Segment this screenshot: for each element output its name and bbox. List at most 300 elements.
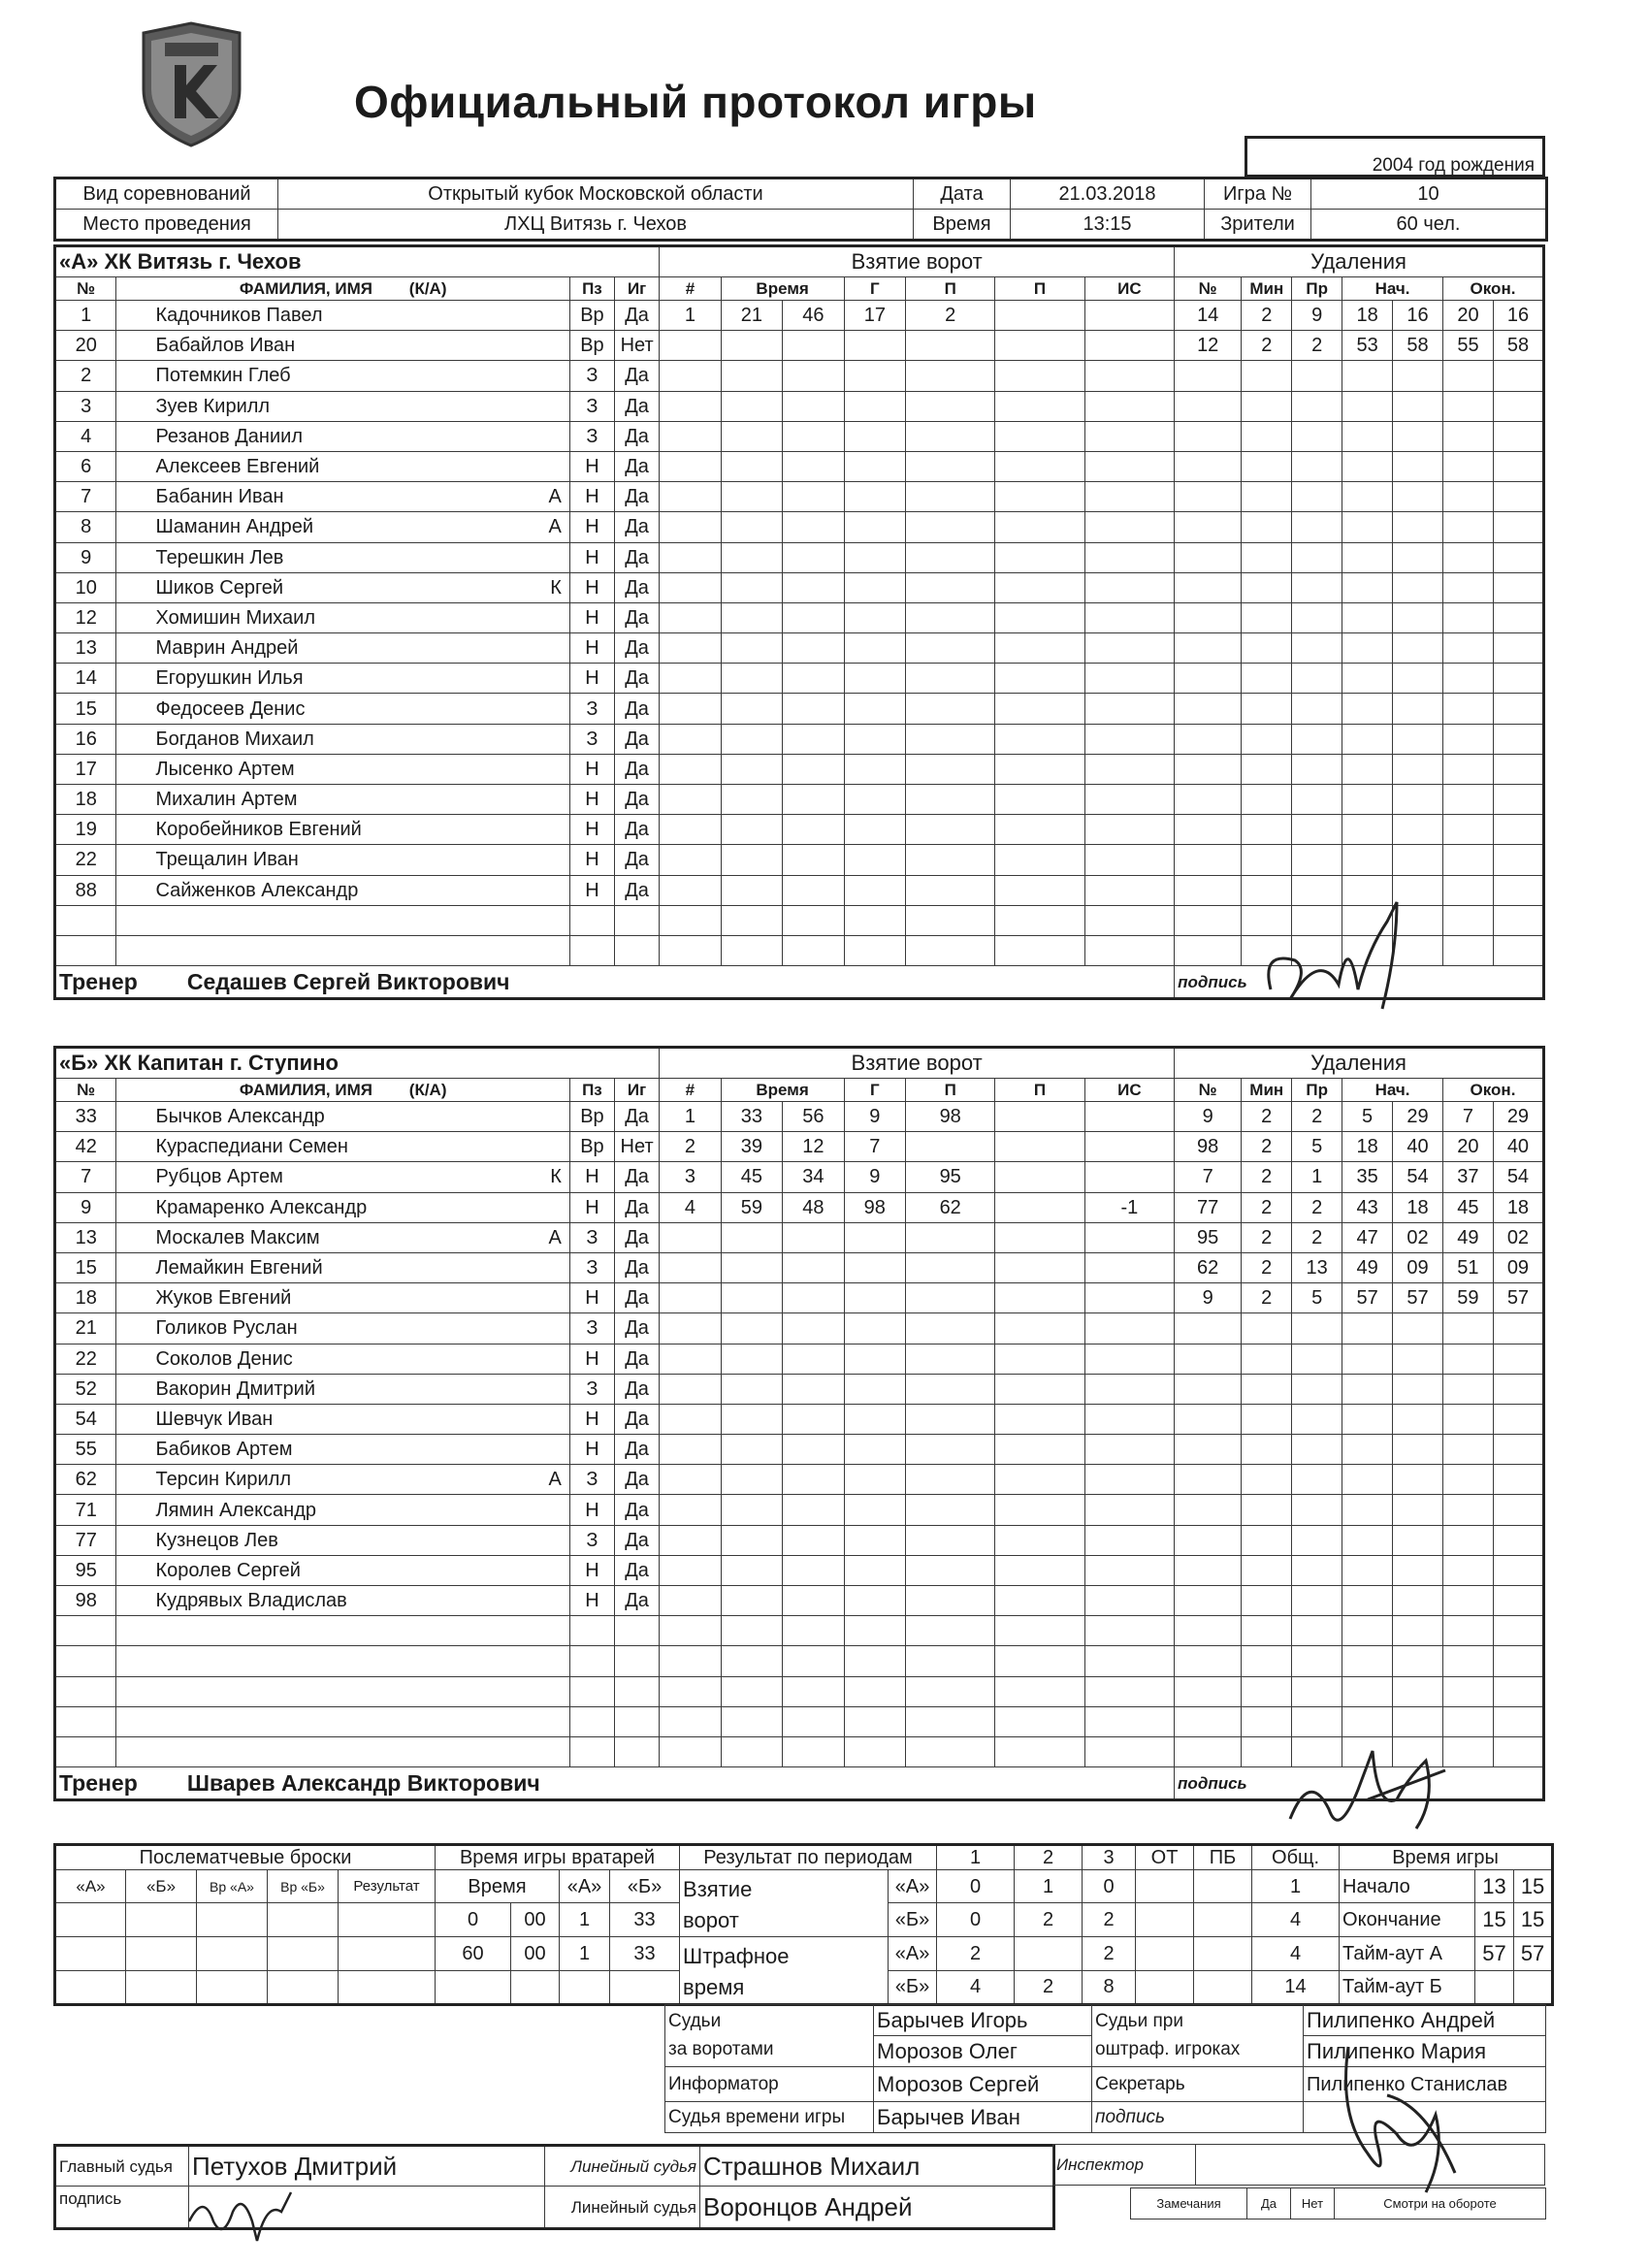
- player-role: [502, 1102, 569, 1132]
- player-played: [615, 935, 660, 965]
- remarks-no[interactable]: Нет: [1291, 2188, 1335, 2219]
- goal-situation: [1084, 1132, 1174, 1162]
- timeout-a-min: 57: [1475, 1936, 1514, 1970]
- player-name: Москалев Максим: [116, 1222, 502, 1252]
- team-b-header-play: Иг: [615, 1079, 660, 1102]
- player-played: [615, 905, 660, 935]
- game-number-label: Игра №: [1205, 178, 1311, 210]
- penalty-start-min: 18: [1342, 301, 1393, 331]
- team-b-title: «Б» ХК Капитан г. Ступино: [55, 1048, 660, 1079]
- pim-team-b-label: «Б»: [889, 1970, 937, 2004]
- team-b-player-row: [55, 1132, 1544, 1162]
- player-name: Голиков Руслан: [116, 1313, 502, 1344]
- penalty-player: 7: [1175, 1162, 1242, 1192]
- player-position: [569, 1706, 614, 1736]
- team-a-player-row: [55, 301, 1544, 331]
- pim-a-so: [1194, 1936, 1252, 1970]
- team-b-player-row: [55, 1283, 1544, 1313]
- penalty-player: 62: [1175, 1252, 1242, 1282]
- player-number: 3: [55, 391, 116, 421]
- team-b-header-pno: №: [1175, 1079, 1242, 1102]
- penalty-end-sec: 54: [1493, 1162, 1543, 1192]
- penalty-judges-label: [1092, 2005, 1304, 2067]
- team-a-player-row: [55, 815, 1544, 845]
- player-name: Михалин Артем: [116, 785, 502, 815]
- penalty-minutes: 2: [1242, 1162, 1292, 1192]
- player-position: Н: [569, 1495, 614, 1525]
- penalty-start-min: 18: [1342, 1132, 1393, 1162]
- period-3-header: 3: [1083, 1845, 1136, 1870]
- pim-team-a-label: «А»: [889, 1936, 937, 1970]
- player-number: 16: [55, 724, 116, 754]
- player-position: Вр: [569, 301, 614, 331]
- player-position: Вр: [569, 1102, 614, 1132]
- team-a-header-pno: №: [1175, 277, 1242, 301]
- player-played: Нет: [615, 331, 660, 361]
- goal-sec: 12: [783, 1132, 844, 1162]
- player-name: Соколов Денис: [116, 1344, 502, 1374]
- player-position: Н: [569, 1283, 614, 1313]
- team-b-header-is: ИС: [1084, 1079, 1174, 1102]
- goal-assist-2: [995, 1132, 1084, 1162]
- period-1-header: 1: [937, 1845, 1015, 1870]
- player-played: Да: [615, 361, 660, 391]
- player-position: [569, 1676, 614, 1706]
- secretary: Пилипенко Станислав: [1304, 2067, 1546, 2102]
- team-a-header-min: Мин: [1242, 277, 1292, 301]
- goals-b-so: [1194, 1903, 1252, 1936]
- team-b-section: [53, 1046, 1545, 1801]
- player-name: Федосеев Денис: [116, 694, 502, 724]
- goal-situation: -1: [1084, 1192, 1174, 1222]
- player-role: [502, 542, 569, 572]
- penalty-start-sec: 09: [1393, 1252, 1443, 1282]
- team-a-player-row: [55, 694, 1544, 724]
- penalty-player: 14: [1175, 301, 1242, 331]
- goal-scorer: 9: [844, 1162, 905, 1192]
- shootout-title: Послематчевые броски: [55, 1845, 436, 1870]
- goal-number: 1: [660, 301, 721, 331]
- player-number: 88: [55, 875, 116, 905]
- player-played: Да: [615, 451, 660, 481]
- player-position: Н: [569, 815, 614, 845]
- player-role: [502, 1646, 569, 1676]
- coach-a-signature: [1251, 892, 1426, 1028]
- goal-min: 33: [721, 1102, 782, 1132]
- player-name: Терсин Кирилл: [116, 1465, 502, 1495]
- player-role: [502, 785, 569, 815]
- team-a-table: [53, 244, 1545, 1000]
- team-a-player-row: [55, 633, 1544, 664]
- penalty-end-min: 20: [1442, 1132, 1493, 1162]
- player-role: [502, 1404, 569, 1434]
- team-b-player-row: [55, 1192, 1544, 1222]
- player-played: Да: [615, 1525, 660, 1555]
- team-a-player-row: [55, 724, 1544, 754]
- goal-assist-1: 98: [906, 1102, 995, 1132]
- player-role: [502, 664, 569, 694]
- player-name: Крамаренко Александр: [116, 1192, 502, 1222]
- player-number: [55, 1706, 116, 1736]
- player-position: Н: [569, 1435, 614, 1465]
- player-position: З: [569, 391, 614, 421]
- player-number: 20: [55, 331, 116, 361]
- penalty-end-sec: 02: [1493, 1222, 1543, 1252]
- player-position: [569, 935, 614, 965]
- player-role: [502, 391, 569, 421]
- time-value: 13:15: [1011, 210, 1205, 241]
- goal-situation: [1084, 1102, 1174, 1132]
- player-role: [502, 815, 569, 845]
- player-position: Н: [569, 633, 614, 664]
- player-position: З: [569, 694, 614, 724]
- see-back-note: Смотри на обороте: [1335, 2188, 1546, 2219]
- player-position: Н: [569, 1586, 614, 1616]
- goalie-b-header: «Б»: [610, 1870, 680, 1903]
- informer: Морозов Сергей: [874, 2067, 1092, 2102]
- team-b-header-end: Окон.: [1442, 1079, 1543, 1102]
- player-number: 2: [55, 361, 116, 391]
- penalty-end-min: 59: [1442, 1283, 1493, 1313]
- team-a-player-row: [55, 482, 1544, 512]
- player-role: А: [502, 512, 569, 542]
- goal-sec: 34: [783, 1162, 844, 1192]
- pim-a-p2: [1015, 1936, 1083, 1970]
- player-position: З: [569, 1374, 614, 1404]
- player-name: Бычков Александр: [116, 1102, 502, 1132]
- player-name: Кадочников Павел: [116, 301, 502, 331]
- player-played: Да: [615, 1435, 660, 1465]
- team-b-header-num: #: [660, 1079, 721, 1102]
- player-role: [502, 1736, 569, 1766]
- penalty-start-sec: 58: [1393, 331, 1443, 361]
- penalty-reason: 2: [1292, 331, 1342, 361]
- penalty-end-min: 49: [1442, 1222, 1493, 1252]
- shootout-team-b-header: «Б»: [126, 1870, 197, 1903]
- timekeeper-label: Судья времени игры: [665, 2102, 874, 2133]
- team-a-header-no: №: [55, 277, 116, 301]
- player-played: [615, 1616, 660, 1646]
- player-name: Рубцов Артем: [116, 1162, 502, 1192]
- goal-assist-1: [906, 1132, 995, 1162]
- team-a-coach-label: Тренер: [59, 968, 138, 994]
- player-name: Шевчук Иван: [116, 1404, 502, 1434]
- player-name: Хомишин Михаил: [116, 602, 502, 632]
- player-played: Да: [615, 482, 660, 512]
- player-role: [502, 633, 569, 664]
- time-label: Время: [914, 210, 1011, 241]
- goal-sec: 48: [783, 1192, 844, 1222]
- goal-assist-2: [995, 301, 1084, 331]
- penalty-player: 9: [1175, 1283, 1242, 1313]
- player-position: Н: [569, 512, 614, 542]
- player-played: Да: [615, 1586, 660, 1616]
- player-played: Да: [615, 1162, 660, 1192]
- player-played: Да: [615, 754, 660, 784]
- timekeeper: Барычев Иван: [874, 2102, 1092, 2133]
- penalty-judges-label-1: Судьи при: [1095, 2011, 1183, 2031]
- player-played: Да: [615, 1102, 660, 1132]
- penalty-reason: 2: [1292, 1192, 1342, 1222]
- team-b-header-start: Нач.: [1342, 1079, 1443, 1102]
- player-number: [55, 935, 116, 965]
- player-position: З: [569, 1313, 614, 1344]
- player-number: 42: [55, 1132, 116, 1162]
- secretary-label: Секретарь: [1092, 2067, 1304, 2102]
- player-position: Вр: [569, 331, 614, 361]
- player-name: Королев Сергей: [116, 1555, 502, 1585]
- team-a-header-name: [116, 277, 569, 301]
- player-played: Да: [615, 1344, 660, 1374]
- player-position: [569, 1616, 614, 1646]
- penalty-minutes: 2: [1242, 331, 1292, 361]
- player-played: Да: [615, 1495, 660, 1525]
- penalty-start-min: 35: [1342, 1162, 1393, 1192]
- player-name: [116, 1676, 502, 1706]
- penalty-reason: 2: [1292, 1222, 1342, 1252]
- head-referee: Петухов Дмитрий: [189, 2146, 545, 2187]
- penalty-minutes: 2: [1242, 301, 1292, 331]
- officials-signature-label: подпись: [1092, 2102, 1304, 2133]
- player-name: Бабайлов Иван: [116, 331, 502, 361]
- goals-a-p2: 1: [1015, 1870, 1083, 1903]
- venue-value: ЛХЦ Витязь г. Чехов: [278, 210, 914, 241]
- penalty-start-sec: 29: [1393, 1102, 1443, 1132]
- referee-signature: [184, 2173, 301, 2251]
- penalty-start-min: 57: [1342, 1283, 1393, 1313]
- player-number: [55, 1736, 116, 1766]
- goal-scorer: 17: [844, 301, 905, 331]
- goal-judge-1: Барычев Игорь: [874, 2005, 1092, 2036]
- player-name: Шаманин Андрей: [116, 512, 502, 542]
- team-a-player-row: [55, 754, 1544, 784]
- spectators-label: Зрители: [1205, 210, 1311, 241]
- penalty-end-min: 45: [1442, 1192, 1493, 1222]
- penalty-player: 98: [1175, 1132, 1242, 1162]
- player-number: 21: [55, 1313, 116, 1344]
- player-position: Н: [569, 754, 614, 784]
- player-played: Да: [615, 664, 660, 694]
- team-a-header-name-text: ФАМИЛИЯ, ИМЯ: [239, 279, 372, 298]
- penalty-reason: 13: [1292, 1252, 1342, 1282]
- team-b-header-name-text: ФАМИЛИЯ, ИМЯ: [239, 1081, 372, 1099]
- player-name: Зуев Кирилл: [116, 391, 502, 421]
- penalty-end-sec: 58: [1493, 331, 1543, 361]
- team-a-player-row: [55, 512, 1544, 542]
- team-a-title: «А» ХК Витязь г. Чехов: [55, 246, 660, 277]
- player-role: [502, 602, 569, 632]
- summary-table: [53, 1843, 1554, 2006]
- pim-b-p1: 4: [937, 1970, 1015, 2004]
- team-b-header-pos: Пз: [569, 1079, 614, 1102]
- player-role: [502, 845, 569, 875]
- player-name: Шиков Сергей: [116, 572, 502, 602]
- team-b-penalties-title: Удаления: [1175, 1048, 1544, 1079]
- penalty-minutes: 2: [1242, 1192, 1292, 1222]
- player-played: Да: [615, 1374, 660, 1404]
- player-name: [116, 1736, 502, 1766]
- player-number: 12: [55, 602, 116, 632]
- player-played: Да: [615, 785, 660, 815]
- remarks-label: Замечания: [1131, 2188, 1247, 2219]
- team-a-header-play: Иг: [615, 277, 660, 301]
- player-position: Н: [569, 602, 614, 632]
- player-position: Н: [569, 845, 614, 875]
- player-role: [502, 905, 569, 935]
- team-b-player-row: [55, 1162, 1544, 1192]
- player-number: 15: [55, 694, 116, 724]
- goalie-row-2-b: 33: [610, 1936, 680, 1970]
- team-b-player-row: [55, 1222, 1544, 1252]
- goal-scorer: 7: [844, 1132, 905, 1162]
- player-name: Кузнецов Лев: [116, 1525, 502, 1555]
- player-number: 9: [55, 1192, 116, 1222]
- penalty-reason: 5: [1292, 1283, 1342, 1313]
- penalty-end-sec: 18: [1493, 1192, 1543, 1222]
- goalie-row-1-sec: 00: [511, 1903, 560, 1936]
- secretary-signature: [1329, 2037, 1474, 2202]
- goals-label-line-1: Взятие: [683, 1877, 753, 1901]
- goals-team-a-label: «А»: [889, 1870, 937, 1903]
- player-role: [502, 301, 569, 331]
- player-position: Н: [569, 664, 614, 694]
- player-played: Да: [615, 815, 660, 845]
- player-played: [615, 1646, 660, 1676]
- remarks-yes[interactable]: Да: [1247, 2188, 1291, 2219]
- player-position: [569, 1736, 614, 1766]
- periods-title: Результат по периодам: [680, 1845, 937, 1870]
- player-position: Н: [569, 572, 614, 602]
- goal-scorer: 98: [844, 1192, 905, 1222]
- penalty-reason: 1: [1292, 1162, 1342, 1192]
- penalty-start-sec: 18: [1393, 1192, 1443, 1222]
- player-played: Да: [615, 1313, 660, 1344]
- inspector-label: Инспектор: [1053, 2145, 1196, 2186]
- player-played: Да: [615, 1404, 660, 1434]
- team-b-player-row: [55, 1676, 1544, 1706]
- referee-signature-label: подпись: [55, 2187, 189, 2229]
- goals-b-p1: 0: [937, 1903, 1015, 1936]
- birth-year-box: [1245, 136, 1545, 178]
- penalty-end-sec: 29: [1493, 1102, 1543, 1132]
- team-a-header-p2: П: [995, 277, 1084, 301]
- team-a-header-is: ИС: [1084, 277, 1174, 301]
- linesman-2: Воронцов Андрей: [700, 2187, 1054, 2229]
- goal-number: 3: [660, 1162, 721, 1192]
- player-number: 18: [55, 1283, 116, 1313]
- player-position: З: [569, 1465, 614, 1495]
- player-position: Н: [569, 451, 614, 481]
- penalty-start-min: 5: [1342, 1102, 1393, 1132]
- game-time-title: Время игры: [1340, 1845, 1553, 1870]
- player-played: Да: [615, 633, 660, 664]
- player-position: Вр: [569, 1132, 614, 1162]
- goal-number: 4: [660, 1192, 721, 1222]
- player-role: [502, 1344, 569, 1374]
- player-name: Бабанин Иван: [116, 482, 502, 512]
- penalty-judge-2: Пилипенко Мария: [1304, 2036, 1546, 2067]
- player-played: [615, 1736, 660, 1766]
- player-number: [55, 1676, 116, 1706]
- pim-b-p2: 2: [1015, 1970, 1083, 2004]
- page-title: Официальный протокол игры: [354, 77, 1037, 127]
- goal-min: 39: [721, 1132, 782, 1162]
- player-role: [502, 1555, 569, 1585]
- player-played: Да: [615, 1192, 660, 1222]
- linesman-1: Страшнов Михаил: [700, 2146, 1054, 2187]
- penalty-minutes: 2: [1242, 1102, 1292, 1132]
- player-number: 10: [55, 572, 116, 602]
- player-role: [502, 1313, 569, 1344]
- player-played: Да: [615, 1252, 660, 1282]
- player-role: [502, 1495, 569, 1525]
- penalty-start-sec: 40: [1393, 1132, 1443, 1162]
- player-role: А: [502, 1222, 569, 1252]
- team-b-header-pr: Пр: [1292, 1079, 1342, 1102]
- goal-judge-2: Морозов Олег: [874, 2036, 1092, 2067]
- penalty-minutes: 2: [1242, 1132, 1292, 1162]
- player-number: 15: [55, 1252, 116, 1282]
- team-a-penalties-title: Удаления: [1175, 246, 1544, 277]
- player-position: Н: [569, 1162, 614, 1192]
- pim-b-p3: 8: [1083, 1970, 1136, 2004]
- team-b-coach-name: Шварев Александр Викторович: [186, 1769, 540, 1796]
- player-role: [502, 1435, 569, 1465]
- team-a-player-row: [55, 664, 1544, 694]
- linesman-2-label: Линейный судья: [545, 2187, 700, 2229]
- goalie-a-header: «А»: [560, 1870, 610, 1903]
- penalty-player: 9: [1175, 1102, 1242, 1132]
- game-info-table: [53, 177, 1548, 242]
- total-header: Общ.: [1252, 1845, 1340, 1870]
- goal-sec: 56: [783, 1102, 844, 1132]
- penalty-end-min: 37: [1442, 1162, 1493, 1192]
- player-role: [502, 1374, 569, 1404]
- pim-b-total: 14: [1252, 1970, 1340, 2004]
- team-b-header-no: №: [55, 1079, 116, 1102]
- player-played: Нет: [615, 1132, 660, 1162]
- team-a-player-row: [55, 331, 1544, 361]
- player-number: 13: [55, 633, 116, 664]
- end-label: Окончание: [1340, 1903, 1475, 1936]
- penalty-player: 12: [1175, 331, 1242, 361]
- game-number-value: 10: [1311, 178, 1547, 210]
- penalty-end-sec: 16: [1493, 301, 1543, 331]
- player-number: 55: [55, 1435, 116, 1465]
- player-role: [502, 1676, 569, 1706]
- goal-judges-label-2: за воротами: [668, 2038, 774, 2059]
- team-a-goals-title: Взятие ворот: [660, 246, 1175, 277]
- team-b-player-row: [55, 1404, 1544, 1434]
- penalty-minutes: 2: [1242, 1283, 1292, 1313]
- shootout-gk-b-header: Вр «Б»: [268, 1870, 339, 1903]
- penalty-start-sec: 57: [1393, 1283, 1443, 1313]
- pim-b-so: [1194, 1970, 1252, 2004]
- player-number: 22: [55, 1344, 116, 1374]
- team-a-header-p1: П: [906, 277, 995, 301]
- goalie-row-1-b: 33: [610, 1903, 680, 1936]
- player-played: Да: [615, 602, 660, 632]
- player-played: Да: [615, 1283, 660, 1313]
- team-b-header-min: Мин: [1242, 1079, 1292, 1102]
- pim-label-line-2: время: [683, 1974, 745, 1999]
- goals-b-ot: [1136, 1903, 1194, 1936]
- goals-b-total: 4: [1252, 1903, 1340, 1936]
- goal-situation: [1084, 301, 1174, 331]
- player-number: 7: [55, 1162, 116, 1192]
- player-name: Маврин Андрей: [116, 633, 502, 664]
- player-position: Н: [569, 482, 614, 512]
